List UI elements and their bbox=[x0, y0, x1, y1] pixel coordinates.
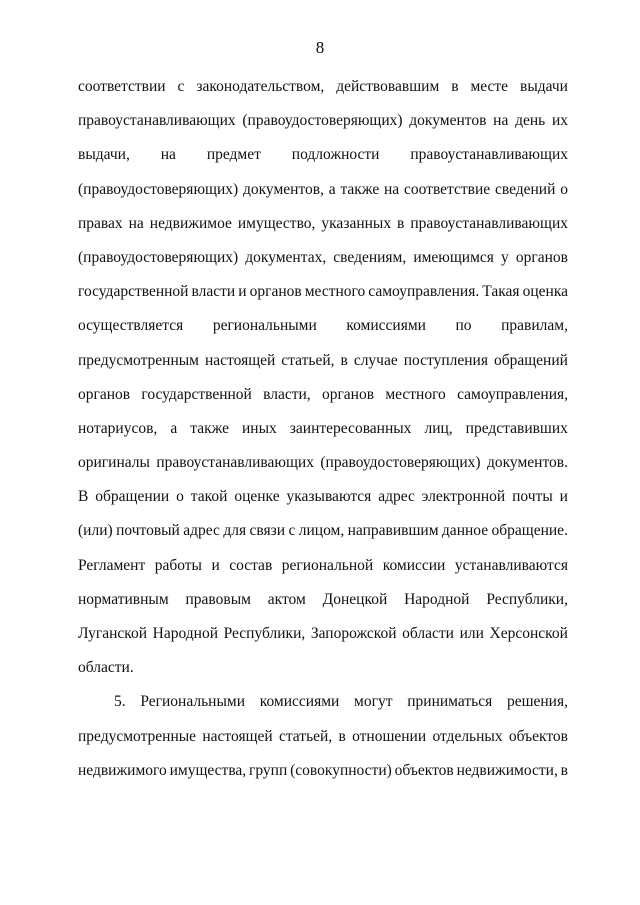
word: имущество, bbox=[237, 214, 316, 232]
word: обращение. bbox=[491, 522, 568, 540]
word: отдельных bbox=[432, 727, 503, 745]
word: и bbox=[238, 283, 247, 301]
word: самоуправления, bbox=[457, 385, 568, 403]
word: Регламент bbox=[78, 556, 146, 574]
word: комиссиями bbox=[346, 317, 426, 335]
word: сведениям, bbox=[333, 248, 407, 266]
word: органов bbox=[515, 248, 568, 266]
word: Донецкой bbox=[322, 590, 388, 608]
word: статьей, bbox=[278, 727, 333, 745]
word: работы bbox=[154, 556, 202, 574]
word: по bbox=[455, 317, 472, 335]
word: нормативным bbox=[78, 590, 169, 608]
word: почтовый bbox=[116, 522, 180, 540]
word: в bbox=[397, 214, 405, 232]
word: месте bbox=[470, 78, 509, 95]
word: их bbox=[551, 112, 568, 130]
word: для bbox=[223, 522, 247, 540]
word: на bbox=[128, 214, 144, 232]
word: самоуправления. bbox=[368, 283, 480, 301]
word: (правоудостоверяющих) bbox=[320, 454, 481, 472]
word: власти bbox=[191, 283, 236, 301]
word: приниматься bbox=[407, 693, 493, 711]
word: и bbox=[559, 488, 568, 506]
word: местного bbox=[385, 385, 446, 403]
word: представивших bbox=[465, 419, 568, 437]
word: решения, bbox=[506, 693, 568, 711]
word: (правоудостоверяющих) bbox=[78, 180, 239, 198]
page-number: 8 bbox=[315, 38, 325, 57]
word: поступления bbox=[403, 351, 488, 369]
text-line bbox=[78, 720, 568, 754]
word: случае bbox=[353, 351, 398, 369]
word: в bbox=[340, 351, 348, 369]
word: государственной bbox=[141, 385, 252, 403]
word: области bbox=[402, 625, 454, 642]
word: о bbox=[560, 180, 568, 198]
word: могут bbox=[354, 693, 393, 711]
word: предусмотренным bbox=[78, 351, 199, 369]
word: документах, bbox=[245, 248, 327, 266]
word: Луганской bbox=[78, 625, 148, 642]
text-line bbox=[78, 480, 568, 514]
word: региональной bbox=[281, 556, 374, 574]
word: недвижимое bbox=[149, 214, 232, 232]
text-line bbox=[78, 241, 568, 275]
word: лиц, bbox=[424, 419, 453, 437]
word: состав bbox=[229, 556, 273, 574]
word: недвижимого bbox=[78, 761, 167, 779]
word: в bbox=[451, 78, 459, 95]
text-line bbox=[78, 549, 568, 583]
word: и bbox=[211, 556, 220, 574]
word: объектов bbox=[394, 761, 454, 779]
word: региональными bbox=[212, 317, 317, 335]
word: настоящей bbox=[204, 351, 276, 369]
word: предмет bbox=[206, 146, 261, 164]
word: адрес bbox=[183, 522, 220, 540]
word: Народной bbox=[152, 625, 219, 642]
text-line bbox=[78, 344, 568, 378]
word: выдачи bbox=[520, 78, 568, 95]
word: Такая bbox=[482, 283, 520, 301]
text-line bbox=[78, 617, 568, 651]
word: органов bbox=[78, 385, 131, 403]
word: данное bbox=[441, 522, 489, 540]
word: правоустанавливающих bbox=[156, 454, 314, 472]
word: комиссиями bbox=[259, 693, 340, 711]
word: связи bbox=[249, 522, 286, 540]
word: на bbox=[160, 146, 176, 164]
word: выдачи, bbox=[78, 146, 130, 164]
word: (правоудостоверяющих) bbox=[242, 112, 403, 130]
word: власти, bbox=[263, 385, 311, 403]
word: такой bbox=[190, 488, 228, 506]
word: 5. bbox=[114, 693, 126, 711]
word: оригиналы bbox=[78, 454, 150, 472]
word: групп bbox=[249, 761, 288, 779]
word: сведений bbox=[494, 180, 556, 198]
word: Региональными bbox=[140, 693, 245, 711]
word: обращении bbox=[95, 488, 170, 506]
word: оценка bbox=[522, 283, 568, 301]
word: с bbox=[177, 78, 185, 95]
word: Народной bbox=[404, 590, 470, 608]
text-line bbox=[78, 138, 568, 172]
word: комиссии bbox=[382, 556, 446, 574]
word: на bbox=[493, 112, 509, 130]
word: имущества, bbox=[169, 761, 247, 779]
word: правах bbox=[78, 214, 123, 232]
word: день bbox=[515, 112, 546, 130]
word: также bbox=[340, 180, 380, 198]
word: соответствие bbox=[404, 180, 491, 198]
word: (совокупности) bbox=[290, 761, 392, 779]
word: правилам, bbox=[501, 317, 568, 335]
word: документов. bbox=[486, 454, 568, 472]
word: подложности bbox=[291, 146, 380, 164]
word: Республики, bbox=[486, 590, 568, 608]
text-line bbox=[78, 309, 568, 343]
word: законодательством, bbox=[196, 78, 325, 95]
word: государственной bbox=[78, 283, 189, 301]
word: заинтересованных bbox=[289, 419, 412, 437]
text-line bbox=[78, 446, 568, 480]
word: действовавшим bbox=[336, 78, 440, 95]
word: оценке bbox=[234, 488, 280, 506]
word: указываются bbox=[286, 488, 372, 506]
word: Республики, bbox=[223, 625, 306, 642]
text-line bbox=[78, 173, 568, 207]
text-line bbox=[78, 412, 568, 446]
word: документов bbox=[409, 112, 487, 130]
word: правоустанавливающих bbox=[410, 146, 568, 164]
word: (или) bbox=[78, 522, 113, 540]
word: правовым bbox=[185, 590, 251, 608]
word: адрес bbox=[378, 488, 415, 506]
text-line bbox=[78, 378, 568, 412]
word: Запорожской bbox=[310, 625, 397, 642]
body-text bbox=[78, 70, 568, 788]
word: о bbox=[176, 488, 184, 506]
text-line bbox=[78, 275, 568, 309]
word: отношении bbox=[352, 727, 427, 745]
word: правоустанавливающих bbox=[410, 214, 568, 232]
word: иных bbox=[242, 419, 277, 437]
word: также bbox=[190, 419, 229, 437]
word: а bbox=[170, 419, 178, 437]
word: органов bbox=[321, 385, 375, 403]
word: соответствии bbox=[78, 78, 166, 95]
word: на bbox=[384, 180, 400, 198]
word: или bbox=[459, 625, 484, 642]
word: обращений bbox=[493, 351, 568, 369]
word: с bbox=[288, 522, 296, 540]
word: в bbox=[338, 727, 346, 745]
word: органов bbox=[249, 283, 302, 301]
word: в bbox=[560, 761, 568, 779]
word: статьей, bbox=[281, 351, 335, 369]
word: указанных bbox=[321, 214, 392, 232]
word: электронной bbox=[421, 488, 506, 506]
word: имеющимся bbox=[413, 248, 494, 266]
word: актом bbox=[267, 590, 306, 608]
text-line bbox=[78, 583, 568, 617]
word: нотариусов, bbox=[78, 419, 158, 437]
word: документов, bbox=[242, 180, 324, 198]
word: устанавливаются bbox=[454, 556, 568, 574]
word: недвижимости, bbox=[456, 761, 558, 779]
word: объектов bbox=[508, 727, 568, 745]
word: направившим bbox=[347, 522, 439, 540]
text-line bbox=[78, 754, 568, 788]
word: у bbox=[501, 248, 509, 266]
text-line bbox=[78, 514, 568, 548]
text-line bbox=[78, 104, 568, 138]
word: местного bbox=[304, 283, 366, 301]
word: предусмотренные bbox=[78, 727, 197, 745]
word: В bbox=[78, 488, 89, 506]
word: лицом, bbox=[298, 522, 345, 540]
word: почты bbox=[512, 488, 553, 506]
word: а bbox=[328, 180, 336, 198]
text-line bbox=[78, 70, 568, 104]
text-line bbox=[78, 685, 568, 719]
text-line bbox=[78, 207, 568, 241]
word: осуществляется bbox=[78, 317, 184, 335]
word: Херсонской bbox=[489, 625, 568, 642]
word: правоустанавливающих bbox=[78, 112, 236, 130]
word: настоящей bbox=[202, 727, 273, 745]
text-line: области. bbox=[78, 659, 134, 677]
word: (правоудостоверяющих) bbox=[78, 248, 239, 266]
